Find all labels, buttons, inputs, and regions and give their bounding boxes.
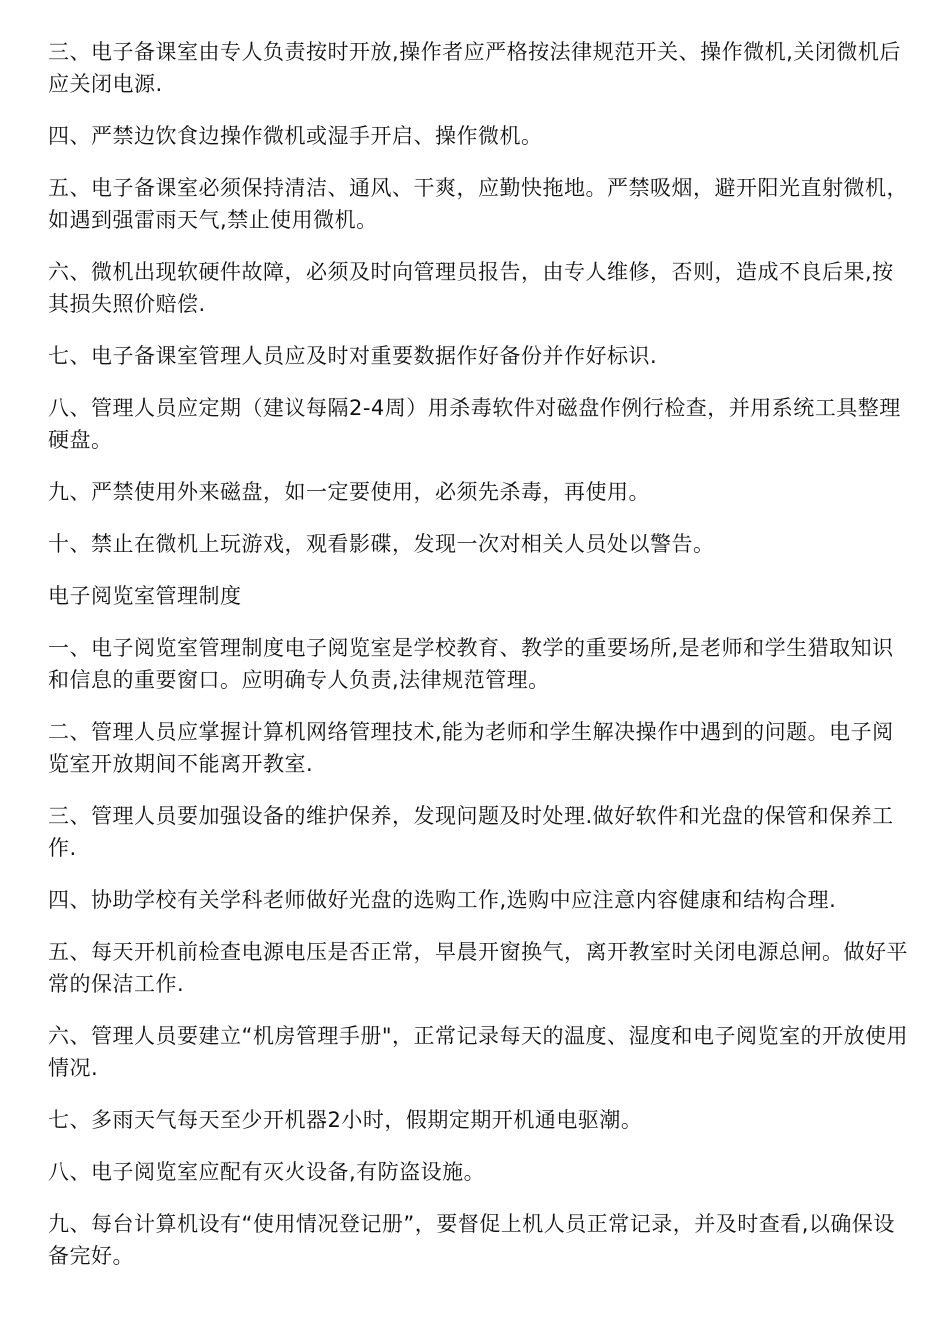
paragraph-item-9: 九、严禁使用外来磁盘，如一定要使用，必须先杀毒，再使用。: [48, 480, 650, 504]
paragraph-item-5: 五、电子备课室必须保持清洁、通风、干爽，应勤快拖地。严禁吸烟，避开阳光直射微机，如遇到强雷雨天气,禁止使用微机。: [48, 176, 908, 232]
section-paragraph-2: 二、管理人员应掌握计算机网络管理技术,能为老师和学生解决操作中遇到的问题。电子阅览室开放期间不能离开教室.: [48, 720, 894, 776]
paragraph-item-4: 四、严禁边饮食边操作微机或湿手开启、操作微机。: [48, 124, 543, 148]
section-title: 电子阅览室管理制度: [48, 584, 242, 608]
section-paragraph-7: 七、多雨天气每天至少开机器2小时，假期定期开机通电驱潮。: [48, 1108, 643, 1132]
section-paragraph-6: 六、管理人员要建立“机房管理手册"，正常记录每天的温度、湿度和电子阅览室的开放使用情况.: [48, 1024, 909, 1080]
section-paragraph-4: 四、协助学校有关学科老师做好光盘的选购工作,选购中应注意内容健康和结构合理.: [48, 888, 837, 912]
section-paragraph-8: 八、电子阅览室应配有灭火设备,有防盗设施。: [48, 1160, 486, 1184]
section-paragraph-1: 一、电子阅览室管理制度电子阅览室是学校教育、教学的重要场所,是老师和学生猎取知识和信息的重要窗口。应明确专人负责,法律规范管理。: [48, 636, 894, 692]
paragraph-item-3: 三、电子备课室由专人负责按时开放,操作者应严格按法律规范开关、操作微机,关闭微机后应关闭电源.: [48, 40, 901, 96]
paragraph-item-6: 六、微机出现软硬件故障，必须及时向管理员报告，由专人维修，否则，造成不良后果,按其损失照价赔偿.: [48, 260, 894, 316]
paragraph-item-7: 七、电子备课室管理人员应及时对重要数据作好备份并作好标识.: [48, 344, 658, 368]
paragraph-item-8: 八、管理人员应定期（建议每隔2-4周）用杀毒软件对磁盘作例行检查，并用系统工具整理硬盘。: [48, 396, 901, 452]
section-paragraph-5: 五、每天开机前检查电源电压是否正常，早晨开窗换气，离开教室时关闭电源总闸。做好平常的保洁工作.: [48, 940, 908, 996]
paragraph-item-10: 十、禁止在微机上玩游戏，观看影碟，发现一次对相关人员处以警告。: [48, 532, 715, 556]
section-paragraph-3: 三、管理人员要加强设备的维护保养，发现问题及时处理.做好软件和光盘的保管和保养工作.: [48, 804, 894, 860]
section-paragraph-9: 九、每台计算机设有“使用情况登记册”，要督促上机人员正常记录，并及时查看,以确保设备完好。: [48, 1212, 895, 1268]
